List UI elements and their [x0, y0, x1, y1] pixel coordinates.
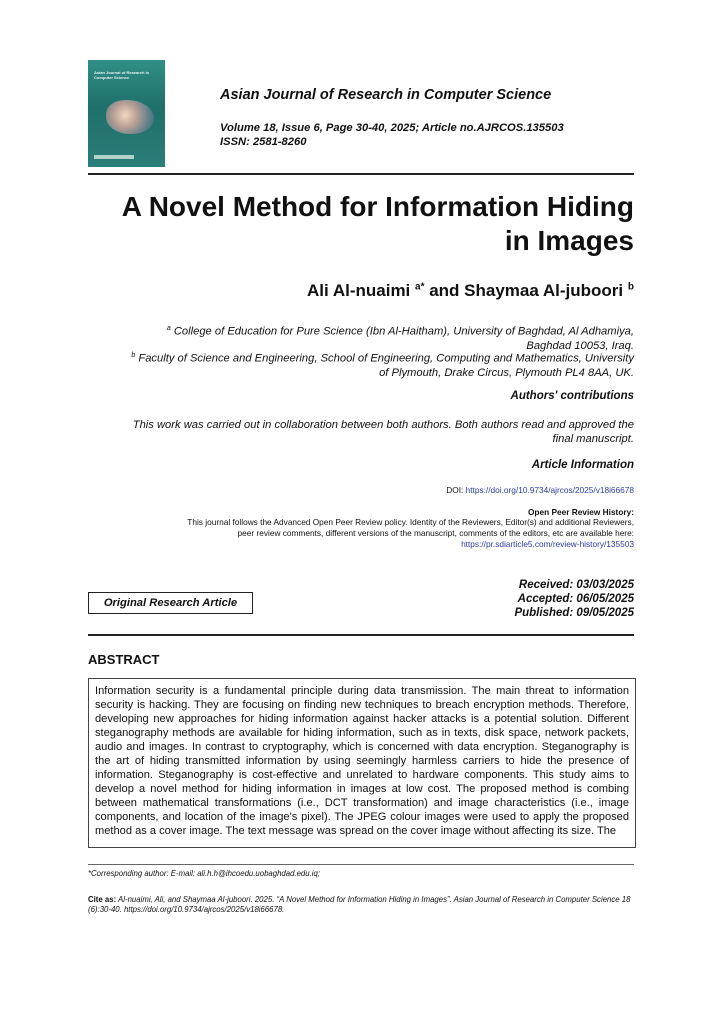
abstract-heading: ABSTRACT — [88, 652, 160, 667]
volume-line: Volume 18, Issue 6, Page 30-40, 2025; Article no.AJRCOS.135503 — [220, 122, 564, 134]
abstract-text: Information security is a fundamental principle during data transmission. The main threat to information security is hacking. They are focusing on finding new techniques to breach encryption methods. Therefore, developing new approaches for hiding information against hacker attacks is a potential solution. Different steganography methods are available for hiding information, such as in texts, disk space, network packets, audio and images. In contrast to cryptography, which is concerned with data encryption. Steganography is the art of hiding transmitted information by using seemingly harmless carriers to hide the presence of information. Steganography is cost-effective and unrelated to hardware components. This study aims to develop a novel method for hiding information in images at low cost. The proposed method is combing between mathematical transformations (i.e., DCT transformation) and image characteristics (i.e., image components, and location of the image's pixel). The JPEG colour images were used to apply the proposed method as a cover image. The text message was spread on the cover image without affecting its size. The — [95, 685, 629, 837]
contributions-heading: Authors' contributions — [510, 390, 634, 402]
author-1-sup: a* — [415, 281, 425, 293]
article-type-badge: Original Research Article — [88, 592, 253, 614]
affiliation-b-line-2: of Plymouth, Drake Circus, Plymouth PL4 8AA, UK. — [379, 366, 634, 379]
affiliation-b — [74, 349, 634, 380]
issn-line: ISSN: 2581-8260 — [220, 136, 307, 148]
cover-artwork — [106, 100, 154, 134]
affiliation-a-line-2: Baghdad 10053, Iraq. — [526, 339, 634, 352]
contributions-text — [78, 418, 634, 446]
cite-label: Cite as: — [88, 895, 117, 904]
corresponding-author-note: *Corresponding author: E-mail: ali.h.h@ihcoedu.uobaghdad.edu.iq; — [88, 869, 321, 878]
title-line-2: in Images — [504, 225, 634, 256]
abstract-box — [88, 678, 636, 848]
paper-title — [74, 190, 634, 258]
header-divider — [88, 173, 634, 175]
author-1: Ali Al-nuaimi — [307, 281, 411, 300]
author-joiner: and — [424, 281, 465, 300]
cite-text: Al-nuaimi, Ali, and Shaymaa Al-juboori. 2025. “A Novel Method for Information Hiding in Images”. Asian Journal of Research in Computer Science 18 (6):30-40. https://doi.org/10.9734/ajrcos/2025/v18i66678. — [88, 895, 631, 914]
peer-review-text — [74, 517, 634, 550]
peer-review-link[interactable]: https://pr.sdiarticle5.com/review-history/135503 — [461, 539, 634, 549]
peer-review-heading: Open Peer Review History: — [527, 507, 634, 517]
title-line-1: A Novel Method for Information Hiding — [121, 191, 634, 222]
published-date: Published: 09/05/2025 — [514, 607, 634, 619]
affiliation-b-line-1: Faculty of Science and Engineering, School of Engineering, Computing and Mathematics, University — [138, 352, 634, 365]
contributions-line-2: final manuscript. — [552, 433, 634, 445]
affiliation-a-sup: a — [166, 325, 171, 332]
cover-title: Asian Journal of Research in Computer Science — [94, 70, 150, 80]
doi-label: DOI: — [446, 485, 466, 495]
section-divider — [88, 634, 634, 636]
received-date: Received: 03/03/2025 — [518, 579, 634, 591]
doi-line — [446, 485, 634, 495]
article-info-heading: Article Information — [531, 459, 634, 471]
author-list — [307, 281, 634, 301]
affiliation-a-line-1: College of Education for Pure Science (Ibn Al-Haitham), University of Baghdad, Al Adhamiya, — [173, 325, 634, 338]
doi-link[interactable]: https://doi.org/10.9734/ajrcos/2025/v18i66678 — [465, 485, 634, 495]
journal-name: Asian Journal of Research in Computer Science — [220, 87, 552, 103]
footnote-divider — [88, 864, 634, 865]
peer-review-line-2: peer review comments, different versions of the manuscript, comments of the editors, etc are available here: — [237, 528, 634, 538]
accepted-date: Accepted: 06/05/2025 — [517, 593, 634, 605]
author-2: Shaymaa Al-juboori — [464, 281, 624, 300]
cover-footer-band — [94, 155, 134, 159]
peer-review-line-1: This journal follows the Advanced Open Peer Review policy. Identity of the Reviewers, Editor(s) and additional Reviewers, — [187, 517, 634, 527]
author-2-sup: b — [627, 281, 634, 293]
contributions-line-1: This work was carried out in collaboration between both authors. Both authors read and approved the — [132, 419, 634, 431]
dates-block — [514, 578, 634, 620]
affiliation-b-sup: b — [131, 352, 136, 359]
citation-note — [88, 895, 636, 915]
journal-cover-image — [88, 60, 165, 167]
